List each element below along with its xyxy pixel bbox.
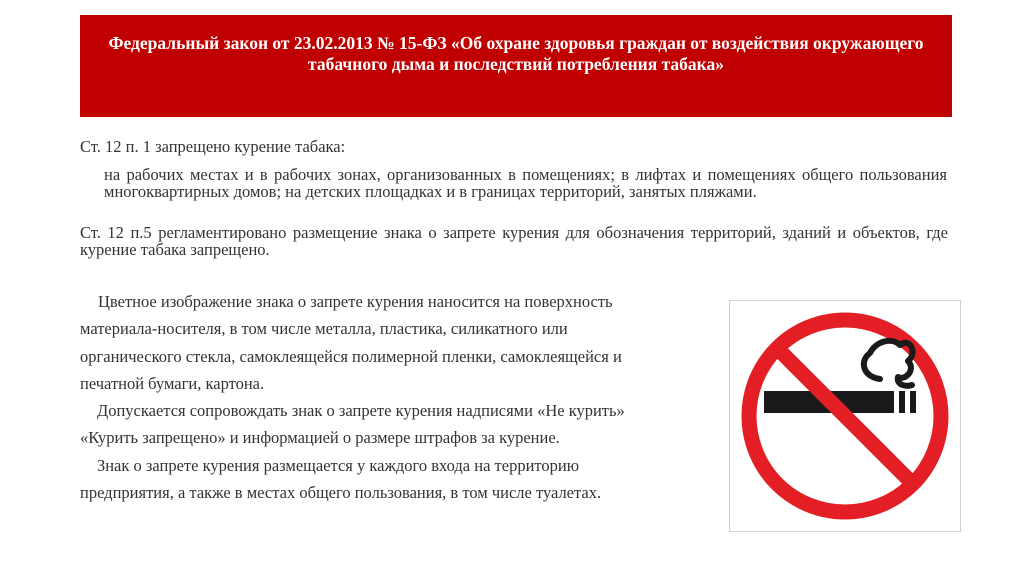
- body-line: Цветное изображение знака о запрете курения наносится на поверхность: [98, 292, 613, 311]
- no-smoking-sign-icon: [730, 301, 960, 531]
- article1-list: на рабочих местах и в рабочих зонах, организованных в помещениях; в лифтах и помещениях общего пользования многоквартирных домов; на детских площадках и в границах территорий, занятых пляжами.: [104, 165, 947, 201]
- title-banner: [80, 15, 952, 117]
- page-title: Федеральный закон от 23.02.2013 № 15-ФЗ «Об охране здоровья граждан от воздействия окружающего табачного дыма и последствий потребления табака»: [108, 33, 924, 74]
- body-line: печатной бумаги, картона.: [80, 373, 265, 393]
- sign-requirements-text: [80, 288, 725, 506]
- body-line: материала-носителя, в том числе металла, пластика, силикатного или: [80, 319, 568, 339]
- body-line: органического стекла, самоклеящейся полимерной пленки, самоклеящейся и: [80, 346, 622, 366]
- body-line: «Курить запрещено» и информацией о размере штрафов за курение.: [80, 428, 560, 448]
- body-line: Допускается сопровождать знак о запрете курения надписями «Не курить»: [80, 401, 608, 421]
- article1-heading: Ст. 12 п. 1 запрещено курение табака:: [80, 137, 346, 156]
- body-line: Знак о запрете курения размещается у каждого входа на территорию: [80, 455, 563, 475]
- body-line: предприятия, а также в местах общего пользования, в том числе туалетах.: [80, 483, 602, 503]
- no-smoking-sign: [729, 300, 961, 532]
- article2-text: Ст. 12 п.5 регламентировано размещение знака о запрете курения для обозначения территорий, зданий и объектов, где курение табака запрещено.: [80, 223, 948, 259]
